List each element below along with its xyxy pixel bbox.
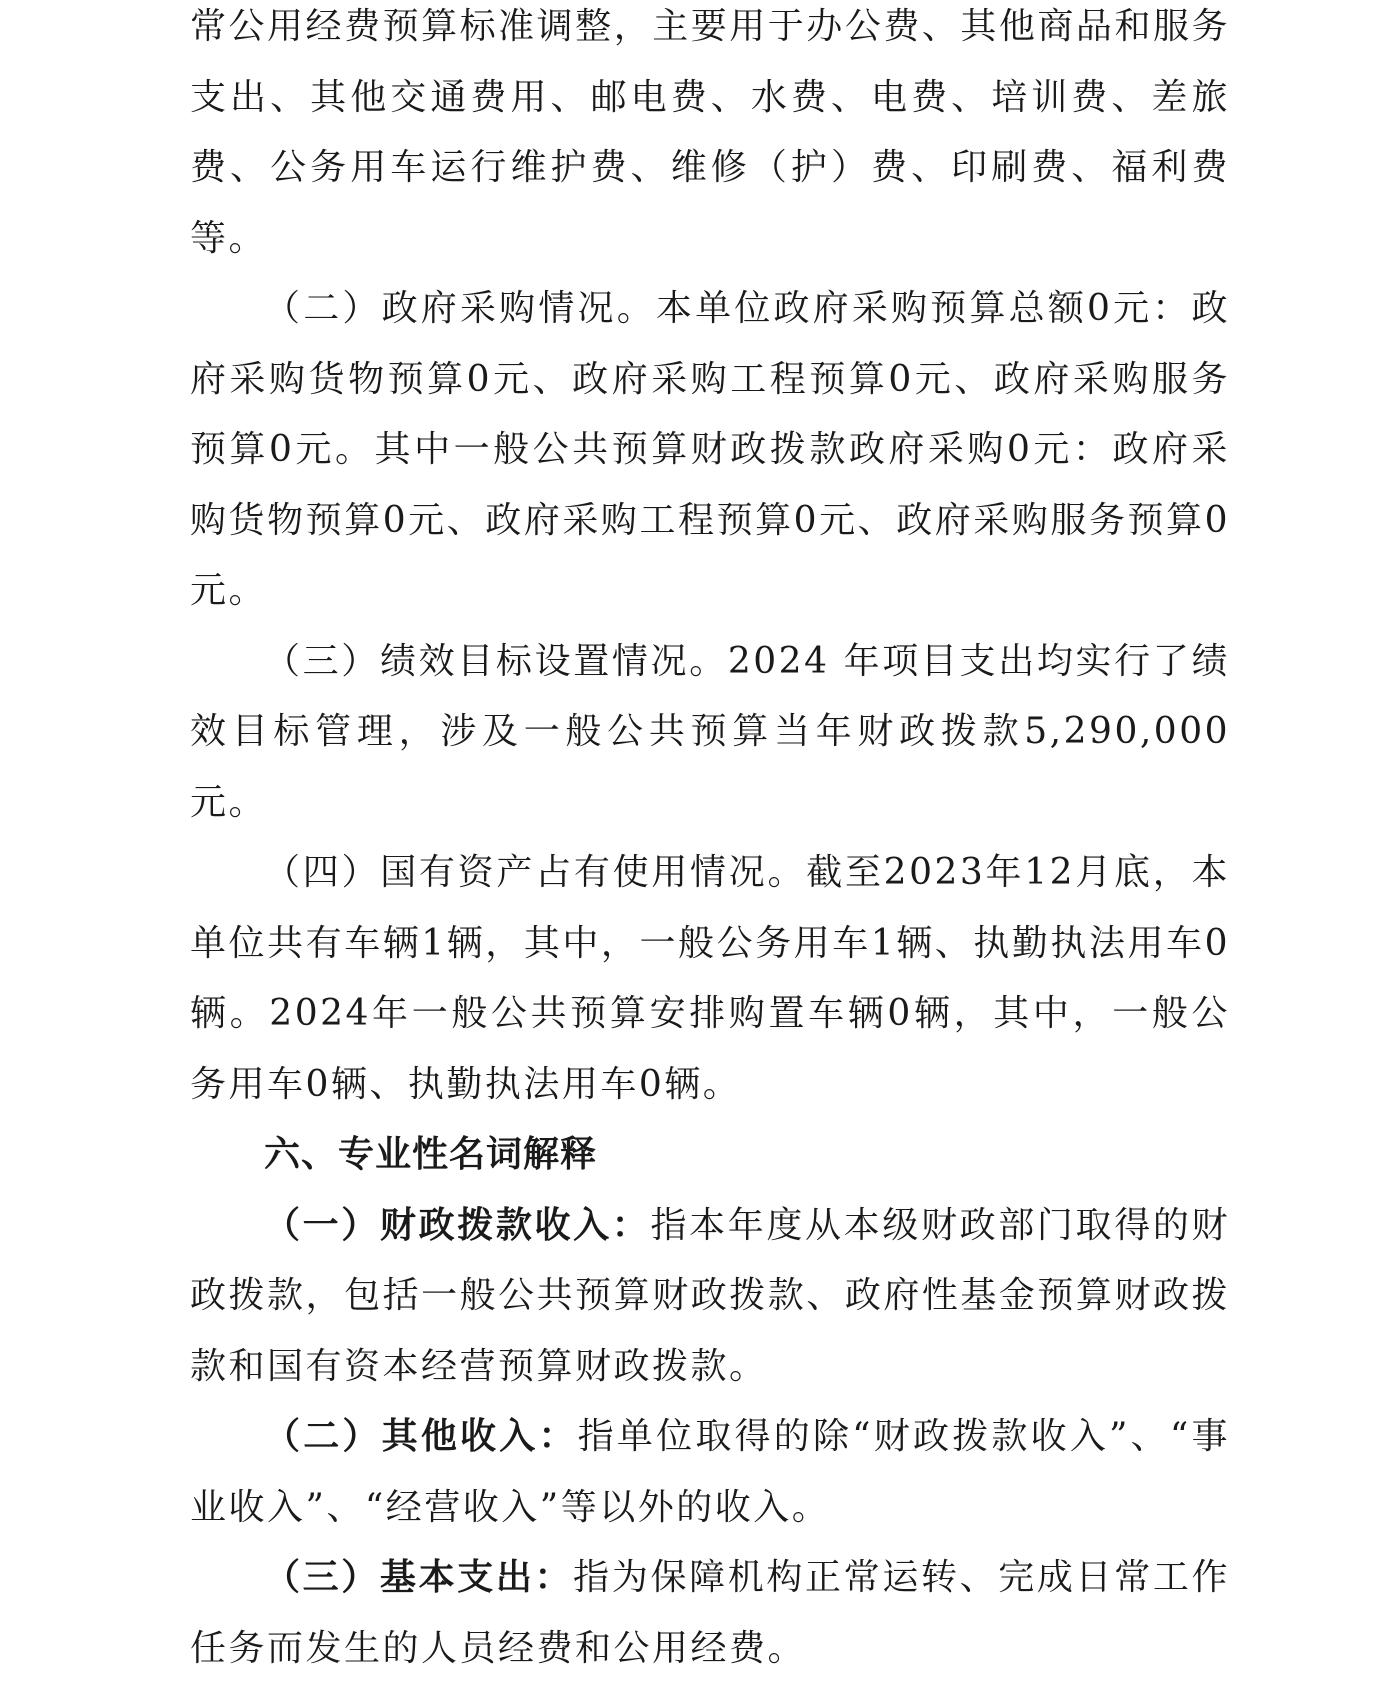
document-page [190,0,1230,1684]
paragraph-lead: （四）国有资产占有使用情况。 [264,852,807,893]
definition-term: （一）财政拨款收入： [264,1204,651,1246]
paragraph-continuation [190,0,1230,274]
definition-text: 指为保障机构正常运转、完成日常工作任务而发生的人员经费和公用经费。 [190,1557,1230,1669]
section-heading: 六、专业性名词解释 [264,1134,598,1175]
paragraph-text: 2024 年项目支出均实行了绩效目标管理，涉及一般公共预算当年财政拨款5,290,000元。 [190,640,1230,823]
definition-text: 指单位取得的除“财政拨款收入”、“事业收入”、“经营收入”等以外的收入。 [190,1416,1230,1528]
paragraph-lead: （二）政府采购情况。 [264,288,656,329]
paragraph-text: 常公用经费预算标准调整，主要用于办公费、其他商品和服务支出、其他交通费用、邮电费、水费、电费、培训费、差旅费、公务用车运行维护费、维修（护）费、印刷费、福利费等。 [190,6,1230,259]
paragraph-state-assets [190,838,1230,1120]
definition-text: 指本年度从本级财政部门取得的财政拨款，包括一般公共预算财政拨款、政府性基金预算财政拨款和国有资本经营预算财政拨款。 [190,1204,1230,1387]
paragraph-text: 本单位政府采购预算总额0元：政府采购货物预算0元、政府采购工程预算0元、政府采购服务预算0元。其中一般公共预算财政拨款政府采购0元：政府采购货物预算0元、政府采购工程预算0元、政府采购服务预算0元。 [190,288,1230,611]
definition-other-income [190,1402,1230,1543]
definition-term: （二）其他收入： [264,1416,578,1457]
definition-basic-expenditure [190,1543,1230,1684]
paragraph-government-procurement [190,274,1230,627]
paragraph-text: 截至2023年12月底，本单位共有车辆1辆，其中，一般公务用车1辆、执勤执法用车0辆。2024年一般公共预算安排购置车辆0辆，其中，一般公务用车0辆、执勤执法用车0辆。 [190,852,1230,1105]
definition-term: （三）基本支出： [264,1557,574,1598]
definition-fiscal-appropriation-income [190,1191,1230,1403]
paragraph-performance-goals [190,627,1230,839]
paragraph-lead: （三）绩效目标设置情况。 [264,640,728,682]
